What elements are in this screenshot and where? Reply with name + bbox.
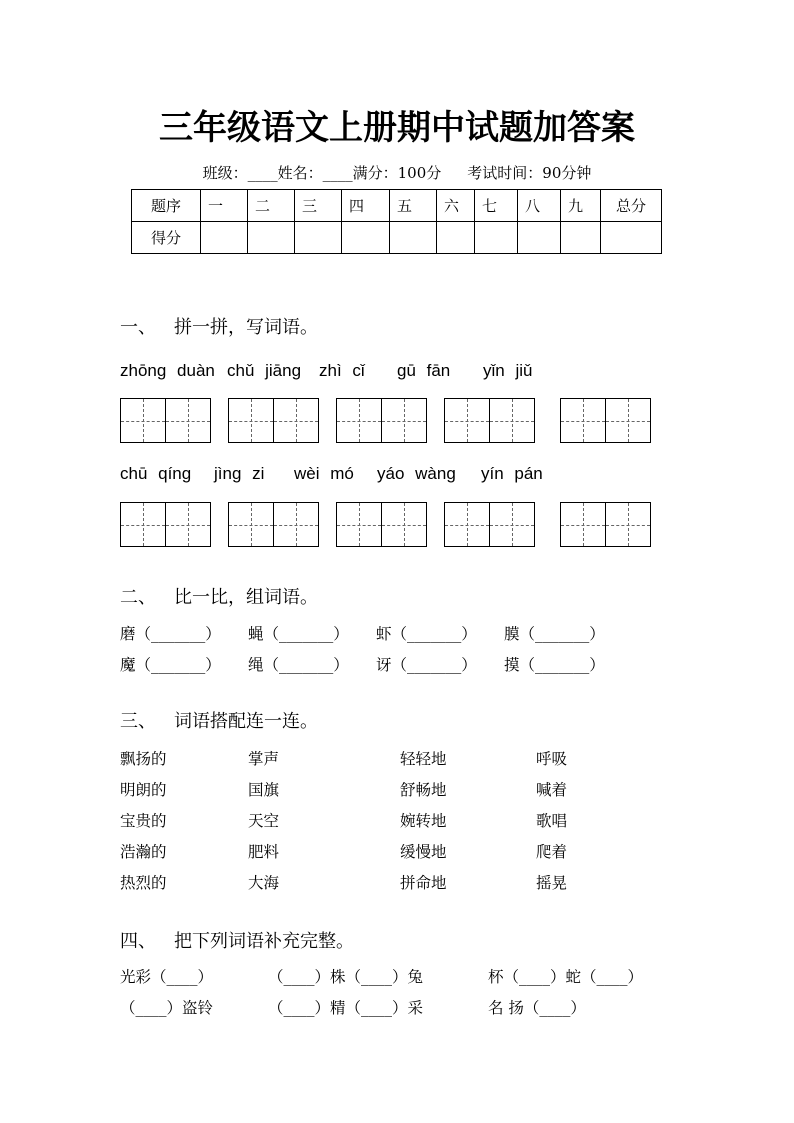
pinyin-prompt: zhì cǐ: [319, 361, 365, 380]
writing-grid-cell: [229, 399, 273, 442]
writing-grid-cell: [445, 399, 489, 442]
match-row: [120, 749, 567, 769]
writing-grid-cell: [605, 399, 650, 442]
match-word: 宝贵的: [120, 812, 167, 830]
section-2-heading: [120, 586, 318, 610]
section-number: 二、: [120, 587, 156, 608]
score-cell: [295, 222, 342, 254]
writing-grid-box: [336, 398, 427, 443]
pinyin-prompt: gū fān: [397, 361, 451, 380]
match-row: [120, 780, 567, 800]
match-word: 喊着: [536, 781, 568, 799]
section-1-heading: [120, 316, 318, 340]
section-number: 三、: [120, 711, 156, 732]
writing-grid-cell: [229, 503, 273, 546]
match-word: 爬着: [536, 843, 568, 861]
writing-grid-cell: [561, 399, 605, 442]
compare-item: 磨（_______）: [120, 625, 221, 643]
idiom-item: （____）精（____）采: [268, 999, 424, 1017]
writing-grid-cell: [165, 399, 210, 442]
compare-item: 讶（_______）: [376, 656, 477, 674]
section-number: 一、: [120, 317, 156, 338]
score-table-header-cell: 二: [248, 190, 295, 222]
writing-grid-cell: [605, 503, 650, 546]
writing-grid-cell: [121, 399, 165, 442]
match-word: 大海: [248, 874, 280, 892]
match-word: 热烈的: [120, 874, 167, 892]
score-cell: [201, 222, 248, 254]
writing-grid-box: [120, 502, 211, 547]
writing-grid-cell: [489, 399, 534, 442]
writing-grid-cell: [381, 503, 426, 546]
section-number: 四、: [120, 931, 156, 952]
score-table-header-cell: 九: [561, 190, 601, 222]
compare-item: 绳（_______）: [248, 656, 349, 674]
writing-grid-cell: [445, 503, 489, 546]
section-title: 词语搭配连一连。: [174, 711, 318, 732]
score-table-header-cell: 三: [295, 190, 342, 222]
match-word: 摇晃: [536, 874, 568, 892]
match-word: 拼命地: [400, 874, 447, 892]
match-word: 呼吸: [536, 750, 568, 768]
compare-item: 魔（_______）: [120, 656, 221, 674]
section-4-heading: [120, 930, 354, 954]
pinyin-prompt: yín pán: [481, 464, 543, 483]
writing-grid-cell: [273, 399, 318, 442]
writing-grid-cell: [121, 503, 165, 546]
score-cell: [437, 222, 475, 254]
match-word: 肥料: [248, 843, 280, 861]
compare-item: 蝇（_______）: [248, 625, 349, 643]
class-field: 班级：____: [202, 164, 278, 182]
match-word: 明朗的: [120, 781, 167, 799]
pinyin-prompt: zhōng duàn: [120, 361, 215, 380]
exam-info-line: [0, 163, 794, 183]
section-title: 把下列词语补充完整。: [174, 931, 354, 952]
score-cell: [390, 222, 437, 254]
pinyin-prompt: chǔ jiāng: [227, 361, 302, 380]
writing-grid-box: [228, 502, 319, 547]
writing-grid-box: [336, 502, 427, 547]
match-word: 轻轻地: [400, 750, 447, 768]
full-score: 满分：100分: [352, 164, 442, 182]
idiom-row: [120, 998, 586, 1018]
writing-grid-box: [560, 398, 651, 443]
match-word: 婉转地: [400, 812, 447, 830]
idiom-item: 光彩（____）: [120, 968, 214, 986]
match-word: 掌声: [248, 750, 280, 768]
pinyin-prompt: chū qíng: [120, 464, 192, 483]
writing-grid-cell: [489, 503, 534, 546]
score-cell: [342, 222, 390, 254]
score-table-header-cell: 八: [518, 190, 561, 222]
score-table: [131, 189, 662, 254]
score-cell: [475, 222, 518, 254]
idiom-item: （____）株（____）兔: [268, 968, 424, 986]
match-row: [120, 811, 567, 831]
score-table-header-row: [132, 190, 662, 222]
score-table-header-cell: 题序: [132, 190, 201, 222]
pinyin-prompt: jìng zi: [214, 464, 265, 483]
compare-row: [120, 624, 632, 644]
compare-item: 虾（_______）: [376, 625, 477, 643]
score-cell: [601, 222, 662, 254]
score-table-header-cell: 七: [475, 190, 518, 222]
match-word: 舒畅地: [400, 781, 447, 799]
match-word: 歌唱: [536, 812, 568, 830]
compare-row: [120, 655, 632, 675]
score-table-header-cell: 总分: [601, 190, 662, 222]
section-title: 比一比，组词语。: [174, 587, 318, 608]
score-cell: [248, 222, 295, 254]
score-row-label: 得分: [132, 222, 201, 254]
match-row: [120, 842, 567, 862]
pinyin-prompt: yáo wàng: [377, 464, 456, 483]
score-table-header-cell: 六: [437, 190, 475, 222]
writing-grid-cell: [273, 503, 318, 546]
writing-grid-box: [444, 502, 535, 547]
score-cell: [518, 222, 561, 254]
idiom-item: 杯（____）蛇（____）: [488, 968, 644, 986]
match-word: 浩瀚的: [120, 843, 167, 861]
score-table-score-row: [132, 222, 662, 254]
match-word: 缓慢地: [400, 843, 447, 861]
writing-grid-cell: [337, 399, 381, 442]
score-table-header-cell: 四: [342, 190, 390, 222]
section-title: 拼一拼，写词语。: [174, 317, 318, 338]
writing-grid-cell: [561, 503, 605, 546]
score-cell: [561, 222, 601, 254]
section-3-heading: [120, 710, 318, 734]
writing-grid-cell: [165, 503, 210, 546]
writing-grid-cell: [337, 503, 381, 546]
writing-grid-box: [228, 398, 319, 443]
match-word: 天空: [248, 812, 280, 830]
match-row: [120, 873, 567, 893]
idiom-item: （____）盗铃: [120, 999, 214, 1017]
compare-item: 膜（_______）: [504, 625, 605, 643]
match-word: 飘扬的: [120, 750, 167, 768]
idiom-row: [120, 967, 643, 987]
pinyin-prompt: wèi mó: [294, 464, 354, 483]
match-word: 国旗: [248, 781, 280, 799]
score-table-header-cell: 五: [390, 190, 437, 222]
writing-grid-box: [120, 398, 211, 443]
writing-grid-cell: [381, 399, 426, 442]
score-table-header-cell: 一: [201, 190, 248, 222]
idiom-item: 名 扬（____）: [488, 999, 586, 1017]
writing-grid-box: [560, 502, 651, 547]
exam-title: 三年级语文上册期中试题加答案: [159, 108, 635, 148]
compare-item: 摸（_______）: [504, 656, 605, 674]
exam-time: 考试时间：90分钟: [467, 164, 592, 182]
writing-grid-box: [444, 398, 535, 443]
pinyin-prompt: yǐn jiǔ: [483, 361, 533, 380]
name-field: 姓名：____: [277, 164, 353, 182]
